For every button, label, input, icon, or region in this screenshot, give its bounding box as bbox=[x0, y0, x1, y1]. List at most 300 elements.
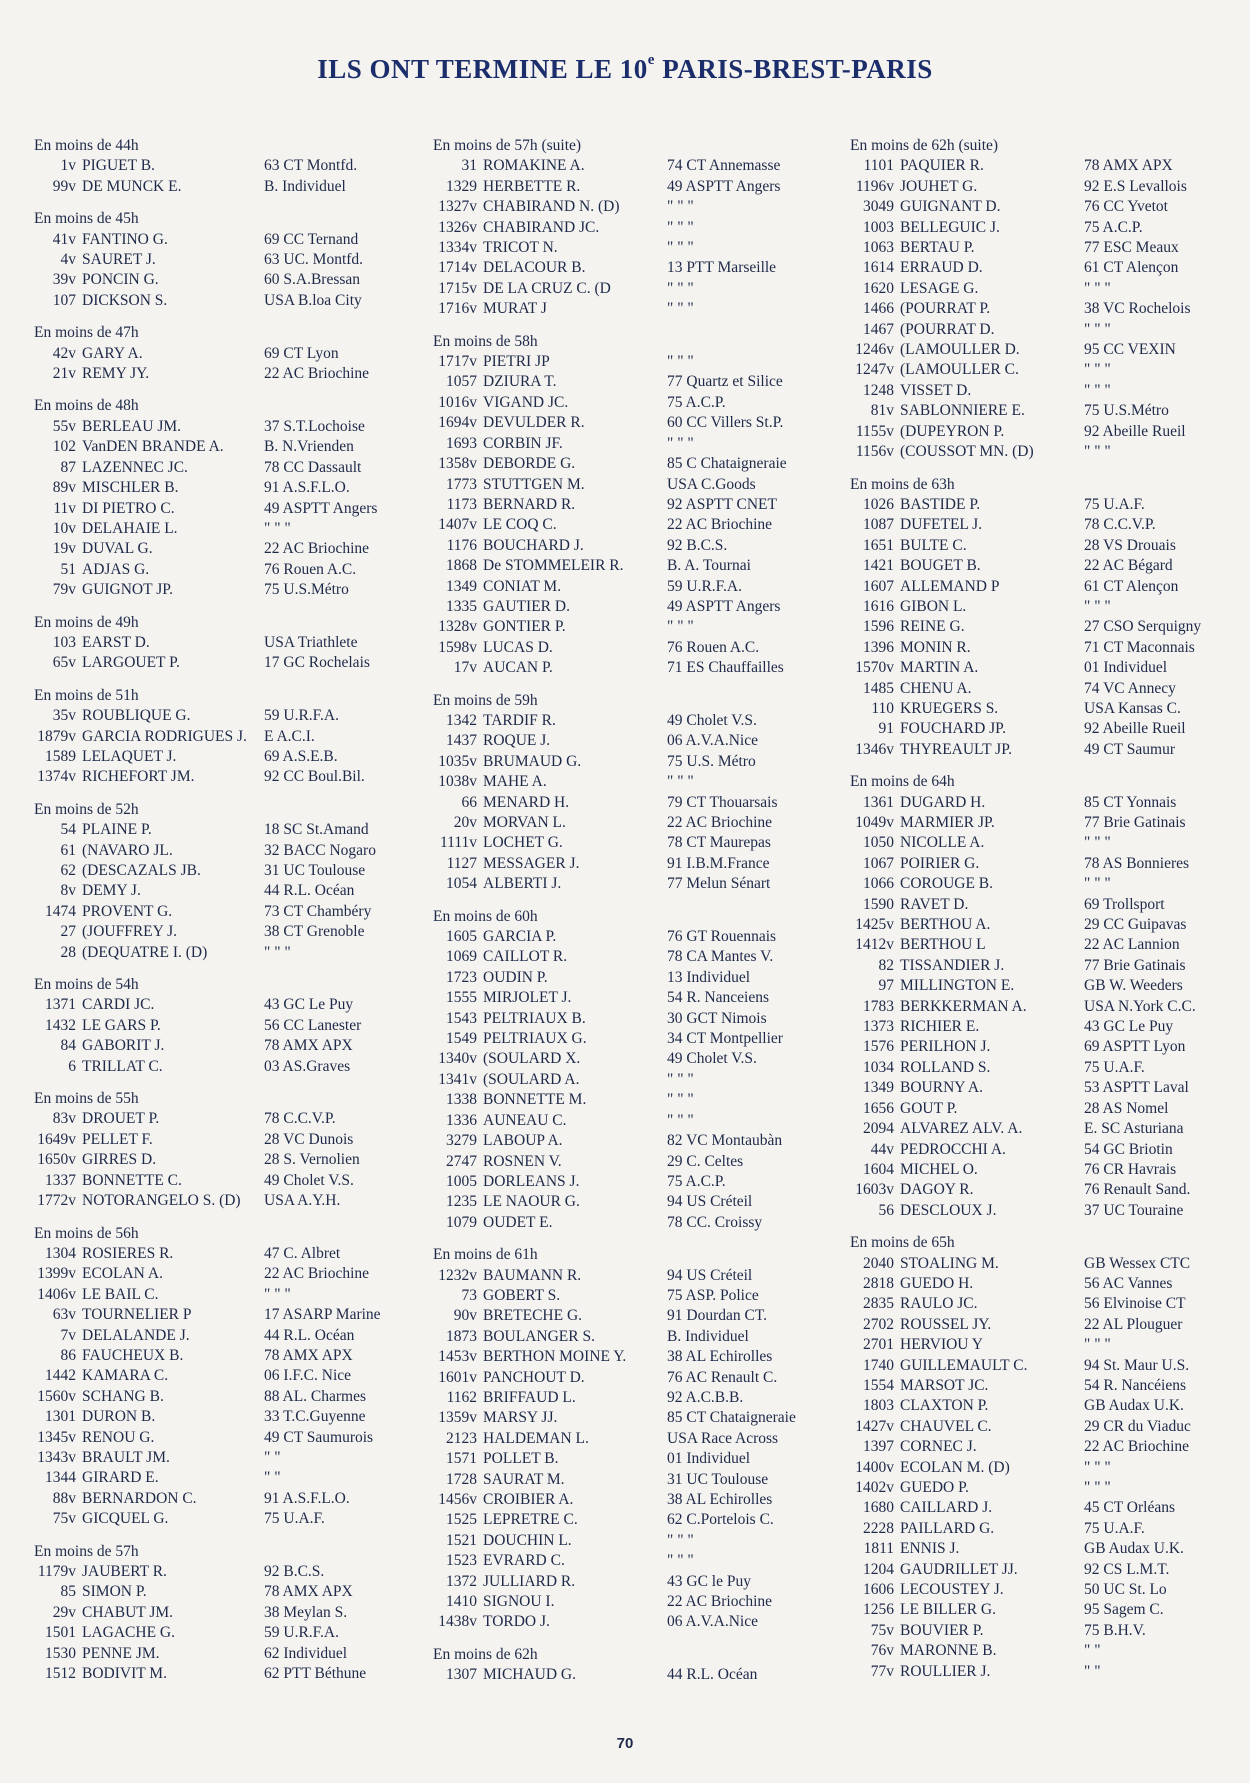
finisher-row bbox=[433, 1111, 848, 1131]
finisher-row bbox=[34, 1509, 424, 1529]
rider-name: BOULANGER S. bbox=[483, 1327, 595, 1345]
rider-number: 1063 bbox=[863, 239, 894, 257]
rider-name: ROSIERES R. bbox=[82, 1244, 174, 1262]
finisher-row bbox=[850, 218, 1245, 238]
rider-name: RAULO JC. bbox=[900, 1295, 978, 1313]
finisher-row bbox=[433, 947, 848, 967]
time-section bbox=[850, 475, 1245, 761]
rider-name: HERVIOU Y bbox=[900, 1336, 983, 1354]
finisher-row bbox=[433, 793, 848, 813]
rider-number: 1811 bbox=[863, 1540, 894, 1558]
rider-name: DUVAL G. bbox=[82, 540, 153, 558]
finisher-row bbox=[433, 1070, 848, 1090]
rider-name: KAMARA C. bbox=[82, 1367, 169, 1385]
rider-number: 1437 bbox=[446, 732, 477, 750]
rider-club: " " " bbox=[1084, 361, 1111, 379]
finisher-row bbox=[850, 401, 1245, 421]
rider-name: REMY JY. bbox=[82, 365, 150, 383]
rider-club: " " " bbox=[667, 1091, 694, 1109]
finisher-row bbox=[34, 1264, 424, 1284]
rider-name: BERKKERMAN A. bbox=[900, 997, 1027, 1015]
finisher-row bbox=[34, 1130, 424, 1150]
finisher-row bbox=[34, 1191, 424, 1211]
rider-name: LABOUP A. bbox=[483, 1132, 563, 1150]
rider-number: 107 bbox=[52, 291, 76, 309]
section-heading: En moins de 49h bbox=[34, 613, 139, 631]
rider-name: RENOU G. bbox=[82, 1428, 155, 1446]
rider-name: BERTAU P. bbox=[900, 239, 975, 257]
rider-name: BRETECHE G. bbox=[483, 1307, 583, 1325]
rider-club: " " " bbox=[667, 218, 694, 236]
rider-name: BAUMANN R. bbox=[483, 1266, 582, 1284]
finisher-row bbox=[34, 767, 424, 787]
rider-name: ALBERTI J. bbox=[483, 875, 562, 893]
rider-name: LESAGE G. bbox=[900, 279, 979, 297]
section-heading: En moins de 64h bbox=[850, 773, 955, 791]
rider-number: 81v bbox=[870, 402, 894, 420]
rider-number: 1407v bbox=[438, 516, 477, 534]
finisher-row bbox=[850, 156, 1245, 176]
finisher-row bbox=[34, 344, 424, 364]
rider-name: KRUEGERS S. bbox=[900, 699, 999, 717]
section-heading: En moins de 57h (suite) bbox=[433, 137, 582, 154]
rider-club: 69 Trollsport bbox=[1084, 895, 1165, 913]
rider-club: 75 U.A.F. bbox=[1084, 1058, 1145, 1076]
rider-number: 1399v bbox=[37, 1265, 76, 1283]
rider-club: 63 UC. Montfd. bbox=[264, 251, 364, 269]
rider-name: MESSAGER J. bbox=[483, 854, 580, 872]
rider-club: 75 A.C.P. bbox=[667, 1172, 726, 1190]
rider-number: 1336 bbox=[446, 1111, 477, 1129]
finisher-row bbox=[850, 1335, 1245, 1355]
rider-name: TORDO J. bbox=[483, 1613, 550, 1631]
rider-club: 27 CSO Serquigny bbox=[1084, 618, 1202, 636]
finisher-row bbox=[433, 617, 848, 637]
rider-number: 1247v bbox=[855, 361, 894, 379]
rider-club: 44 R.L. Océan bbox=[264, 882, 355, 900]
rider-number: 1349 bbox=[863, 1079, 894, 1097]
rider-number: 1453v bbox=[438, 1348, 477, 1366]
finisher-row bbox=[34, 230, 424, 250]
rider-club: 28 S. Vernolien bbox=[264, 1151, 360, 1169]
finisher-row bbox=[34, 580, 424, 600]
page-number: 70 bbox=[616, 1735, 634, 1752]
rider-name: HERBETTE R. bbox=[483, 177, 581, 195]
rider-club: 38 CT Grenoble bbox=[264, 923, 365, 941]
finisher-row bbox=[34, 1468, 424, 1488]
finisher-row bbox=[433, 1172, 848, 1192]
title-main: ILS ONT TERMINE LE 10 bbox=[317, 54, 648, 84]
rider-name: MARSY JJ. bbox=[483, 1409, 558, 1427]
rider-club: 54 R. Nancéiens bbox=[1084, 1376, 1187, 1394]
rider-name: SAURET J. bbox=[82, 251, 156, 269]
rider-club: USA Kansas C. bbox=[1084, 699, 1181, 717]
finisher-row bbox=[850, 833, 1245, 853]
finisher-row bbox=[34, 861, 424, 881]
finisher-row bbox=[850, 279, 1245, 299]
rider-name: EARST D. bbox=[82, 633, 150, 651]
rider-number: 1406v bbox=[37, 1285, 76, 1303]
rider-number: 1868 bbox=[446, 557, 477, 575]
rider-club: 31 UC Toulouse bbox=[264, 862, 366, 879]
rider-club: 28 AS Nomel bbox=[1084, 1099, 1169, 1117]
rider-name: GARCIA P. bbox=[483, 928, 557, 946]
rider-club: 45 CT Orléans bbox=[1084, 1499, 1175, 1517]
finisher-row bbox=[850, 617, 1245, 637]
rider-number: 1338 bbox=[446, 1091, 477, 1109]
rider-name: TARDIF R. bbox=[483, 711, 556, 729]
finisher-row bbox=[850, 1058, 1245, 1078]
rider-name: CHAUVEL C. bbox=[900, 1417, 992, 1435]
rider-club: 71 CT Maconnais bbox=[1084, 638, 1195, 656]
time-section bbox=[34, 1542, 424, 1685]
page-title bbox=[0, 54, 1250, 85]
rider-number: 1328v bbox=[438, 618, 477, 636]
rider-club: 28 VS Drouais bbox=[1084, 536, 1176, 554]
finisher-row bbox=[850, 1315, 1245, 1335]
rider-name: LE BAIL C. bbox=[82, 1285, 159, 1303]
rider-name: DELAHAIE L. bbox=[82, 519, 178, 537]
finisher-row bbox=[850, 299, 1245, 319]
rider-club: " " " bbox=[1084, 1336, 1111, 1354]
finisher-row bbox=[34, 364, 424, 384]
rider-name: (SOULARD A. bbox=[483, 1070, 580, 1088]
rider-number: 1714v bbox=[438, 259, 477, 277]
rider-name: ALLEMAND P bbox=[900, 577, 1000, 595]
rider-name: GOBERT S. bbox=[483, 1286, 561, 1304]
finisher-row bbox=[850, 658, 1245, 678]
rider-name: LAGACHE G. bbox=[82, 1624, 175, 1642]
rider-number: 1087 bbox=[863, 516, 894, 534]
rider-club: 29 CC Guipavas bbox=[1084, 916, 1187, 934]
rider-club: " " " bbox=[1084, 834, 1111, 852]
rider-number: 66 bbox=[461, 793, 477, 811]
rider-club: 13 PTT Marseille bbox=[667, 259, 777, 277]
rider-club: 78 AMX APX bbox=[264, 1037, 353, 1055]
rider-number: 1614 bbox=[863, 259, 894, 277]
section-heading: En moins de 48h bbox=[34, 397, 139, 415]
rider-club: " " " bbox=[1084, 381, 1111, 399]
time-section bbox=[34, 136, 424, 197]
rider-number: 1327v bbox=[438, 198, 477, 216]
rider-club: GB Wessex CTC bbox=[1084, 1254, 1191, 1272]
rider-name: GOUT P. bbox=[900, 1099, 958, 1117]
finisher-row bbox=[433, 434, 848, 454]
finisher-row bbox=[433, 475, 848, 495]
rider-club: 78 AS Bonnieres bbox=[1084, 854, 1190, 872]
rider-name: GAUTIER D. bbox=[483, 597, 570, 615]
rider-name: (COUSSOT MN. (D) bbox=[900, 443, 1034, 461]
rider-number: 1005 bbox=[446, 1172, 477, 1190]
section-heading: En moins de 62h (suite) bbox=[850, 137, 999, 154]
finisher-row bbox=[850, 699, 1245, 719]
rider-name: CHABIRAND N. (D) bbox=[483, 198, 620, 216]
rider-number: 1723 bbox=[446, 968, 477, 986]
rider-name: PROVENT G. bbox=[82, 902, 173, 920]
rider-club: " " " bbox=[667, 773, 694, 791]
rider-number: 1512 bbox=[45, 1665, 76, 1683]
rider-club: 95 CC VEXIN bbox=[1084, 341, 1176, 359]
rider-number: 1620 bbox=[863, 279, 894, 297]
finisher-row bbox=[433, 1213, 848, 1233]
rider-name: NOTORANGELO S. (D) bbox=[82, 1192, 241, 1210]
rider-club: " " bbox=[1084, 1662, 1101, 1680]
rider-club: B. A. Tournai bbox=[667, 557, 751, 575]
finisher-row bbox=[433, 238, 848, 258]
finisher-row bbox=[433, 1592, 848, 1612]
rider-number: 1016v bbox=[438, 393, 477, 411]
finisher-row bbox=[433, 372, 848, 392]
rider-number: 1873 bbox=[446, 1327, 477, 1345]
finisher-row bbox=[850, 1478, 1245, 1498]
rider-name: PEDROCCHI A. bbox=[900, 1140, 1006, 1158]
finisher-row bbox=[850, 1641, 1245, 1661]
rider-club: 50 UC St. Lo bbox=[1084, 1581, 1167, 1599]
rider-name: CONIAT M. bbox=[483, 577, 562, 595]
rider-number: 88v bbox=[52, 1489, 76, 1507]
rider-club: " " " bbox=[1084, 1479, 1111, 1496]
rider-club: " " " bbox=[264, 1285, 291, 1303]
rider-number: 31 bbox=[461, 157, 477, 175]
finisher-row bbox=[850, 813, 1245, 833]
rider-number: 2702 bbox=[863, 1315, 894, 1333]
rider-number: 1596 bbox=[863, 618, 894, 636]
rider-club: 03 AS.Graves bbox=[264, 1057, 351, 1075]
rider-club: 91 Dourdan CT. bbox=[667, 1307, 768, 1325]
rider-number: 1570v bbox=[855, 659, 894, 677]
rider-name: DURON B. bbox=[82, 1408, 156, 1426]
rider-club: 18 SC St.Amand bbox=[264, 821, 369, 839]
rider-name: LE BILLER G. bbox=[900, 1601, 996, 1619]
rider-name: THYREAULT JP. bbox=[900, 740, 1012, 758]
rider-club: " " " bbox=[1084, 279, 1111, 297]
rider-number: 1340v bbox=[438, 1050, 477, 1068]
rider-number: 1334v bbox=[438, 239, 477, 257]
rider-club: 92 Abeille Rueil bbox=[1084, 422, 1186, 440]
finisher-row bbox=[34, 291, 424, 311]
finisher-row bbox=[850, 1160, 1245, 1180]
rider-number: 1155v bbox=[855, 422, 894, 440]
rider-club: 38 VC Rochelois bbox=[1084, 300, 1191, 318]
rider-name: ECOLAN A. bbox=[82, 1265, 163, 1283]
rider-name: MARMIER JP. bbox=[900, 814, 995, 831]
finisher-row bbox=[433, 279, 848, 299]
rider-club: 22 AC Briochine bbox=[264, 365, 370, 383]
finisher-row bbox=[433, 1551, 848, 1571]
time-section bbox=[433, 136, 848, 320]
rider-number: 75v bbox=[52, 1510, 76, 1528]
finisher-row bbox=[433, 352, 848, 372]
finisher-row bbox=[850, 536, 1245, 556]
rider-club: 69 CC Ternand bbox=[264, 230, 359, 248]
finisher-row bbox=[433, 597, 848, 617]
rider-club: 94 St. Maur U.S. bbox=[1084, 1356, 1190, 1374]
finisher-row bbox=[34, 1036, 424, 1056]
rider-number: 1603v bbox=[855, 1181, 894, 1199]
rider-club: GB W. Weeders bbox=[1084, 977, 1183, 995]
rider-name: DE LA CRUZ C. (D bbox=[483, 279, 611, 297]
rider-number: 1337 bbox=[45, 1171, 76, 1189]
rider-name: DOUCHIN L. bbox=[483, 1531, 572, 1549]
finisher-row bbox=[34, 499, 424, 519]
rider-name: TISSANDIER J. bbox=[900, 956, 1005, 974]
rider-club: 38 AL Echirolles bbox=[667, 1348, 773, 1366]
rider-number: 1173 bbox=[446, 495, 477, 513]
section-heading: En moins de 44h bbox=[34, 137, 139, 154]
rider-number: 8v bbox=[60, 882, 76, 900]
finisher-row bbox=[433, 1470, 848, 1490]
finisher-row bbox=[850, 1560, 1245, 1580]
rider-club: " " bbox=[1084, 1642, 1101, 1660]
rider-club: 43 GC le Puy bbox=[667, 1572, 751, 1590]
rider-name: MARTIN A. bbox=[900, 659, 979, 677]
rider-club: 22 AC Briochine bbox=[264, 540, 370, 558]
finisher-row bbox=[850, 1417, 1245, 1437]
time-section bbox=[433, 1245, 848, 1633]
rider-club: 85 CT Yonnais bbox=[1084, 793, 1177, 811]
finisher-row bbox=[850, 1580, 1245, 1600]
rider-name: CAILLOT R. bbox=[483, 948, 568, 966]
rider-club: 92 B.C.S. bbox=[667, 536, 728, 554]
rider-number: 1740 bbox=[863, 1356, 894, 1374]
rider-number: 29v bbox=[52, 1603, 76, 1621]
rider-name: DUGARD H. bbox=[900, 793, 986, 811]
rider-name: GIBON L. bbox=[900, 597, 967, 615]
rider-number: 55v bbox=[52, 417, 76, 435]
rider-club: 75 U.A.F. bbox=[1084, 495, 1145, 513]
rider-name: (DESCAZALS JB. bbox=[82, 862, 201, 879]
finisher-row bbox=[433, 813, 848, 833]
finisher-row bbox=[433, 1049, 848, 1069]
rider-number: 1554 bbox=[863, 1376, 894, 1394]
rider-number: 1656 bbox=[863, 1099, 894, 1117]
finisher-row bbox=[433, 1572, 848, 1592]
rider-name: PELTRIAUX G. bbox=[483, 1030, 587, 1048]
rider-club: USA B.loa City bbox=[264, 291, 362, 309]
finisher-row bbox=[850, 577, 1245, 597]
rider-name: LELAQUET J. bbox=[82, 747, 177, 765]
rider-number: 1307 bbox=[446, 1666, 477, 1684]
finisher-row bbox=[850, 1140, 1245, 1160]
rider-number: 1345v bbox=[37, 1428, 76, 1446]
rider-name: BONNETTE M. bbox=[483, 1091, 587, 1109]
rider-number: 1772v bbox=[37, 1192, 76, 1210]
rider-club: 91 I.B.M.France bbox=[667, 854, 770, 872]
time-section bbox=[433, 907, 848, 1234]
finisher-row bbox=[850, 360, 1245, 380]
finisher-row bbox=[850, 320, 1245, 340]
rider-number: 1425v bbox=[855, 916, 894, 934]
rider-club: 62 PTT Béthune bbox=[264, 1665, 367, 1683]
rider-number: 1717v bbox=[438, 353, 477, 371]
rider-name: PLAINE P. bbox=[82, 821, 152, 839]
time-section bbox=[34, 1089, 424, 1211]
rider-number: 1049v bbox=[855, 814, 894, 831]
rider-club: 56 Elvinoise CT bbox=[1084, 1295, 1186, 1313]
rider-number: 2835 bbox=[863, 1295, 894, 1313]
rider-name: JAUBERT R. bbox=[82, 1563, 167, 1580]
rider-name: MENARD H. bbox=[483, 793, 570, 811]
rider-number: 1728 bbox=[446, 1470, 477, 1488]
rider-number: 1079 bbox=[446, 1213, 477, 1231]
rider-number: 1412v bbox=[855, 936, 894, 954]
rider-number: 102 bbox=[52, 438, 76, 456]
rider-name: VIGAND JC. bbox=[483, 393, 569, 411]
time-section bbox=[34, 396, 424, 600]
rider-number: 1432 bbox=[45, 1016, 76, 1034]
finisher-row bbox=[433, 454, 848, 474]
finisher-row bbox=[34, 1664, 424, 1684]
rider-club: 78 CC Dassault bbox=[264, 458, 362, 476]
rider-number: 44v bbox=[870, 1140, 894, 1158]
finisher-row bbox=[433, 299, 848, 319]
rider-name: BERTHOU L bbox=[900, 936, 986, 954]
finisher-row bbox=[34, 1448, 424, 1468]
rider-number: 2228 bbox=[863, 1519, 894, 1537]
rider-club: 62 C.Portelois C. bbox=[667, 1511, 774, 1529]
finisher-row bbox=[850, 340, 1245, 360]
rider-number: 1342 bbox=[446, 711, 477, 729]
finisher-row bbox=[850, 874, 1245, 894]
rider-club: 69 ASPTT Lyon bbox=[1084, 1038, 1186, 1056]
finisher-row bbox=[433, 658, 848, 678]
finisher-row bbox=[850, 1099, 1245, 1119]
rider-name: ROULLIER J. bbox=[900, 1662, 991, 1680]
rider-club: 78 C.C.V.P. bbox=[1084, 516, 1156, 534]
section-heading: En moins de 47h bbox=[34, 324, 139, 342]
rider-number: 87 bbox=[60, 458, 76, 476]
finisher-row bbox=[433, 556, 848, 576]
rider-club: " " " bbox=[667, 434, 694, 452]
rider-club: 75 U.S. Métro bbox=[667, 752, 756, 770]
rider-name: PONCIN G. bbox=[82, 271, 159, 289]
finisher-row bbox=[433, 1612, 848, 1632]
time-section bbox=[433, 1645, 848, 1686]
rider-name: GAUDRILLET JJ. bbox=[900, 1560, 1018, 1578]
rider-number: 1373 bbox=[863, 1018, 894, 1036]
rider-name: BERNARD R. bbox=[483, 495, 576, 513]
rider-club: 59 U.R.F.A. bbox=[264, 707, 339, 725]
finisher-row bbox=[34, 560, 424, 580]
rider-name: VanDEN BRANDE A. bbox=[82, 438, 224, 456]
rider-club: 92 Abeille Rueil bbox=[1084, 720, 1186, 738]
finisher-row bbox=[850, 976, 1245, 996]
rider-club: 78 CA Mantes V. bbox=[667, 948, 774, 966]
rider-number: 1649v bbox=[37, 1130, 76, 1148]
rider-number: 83v bbox=[52, 1110, 76, 1128]
rider-name: MARONNE B. bbox=[900, 1642, 997, 1660]
rider-club: 60 CC Villers St.P. bbox=[667, 414, 784, 432]
rider-number: 1396 bbox=[863, 638, 894, 656]
rider-number: 1530 bbox=[45, 1644, 76, 1662]
rider-number: 1179v bbox=[37, 1563, 76, 1580]
rider-number: 1372 bbox=[446, 1572, 477, 1590]
rider-number: 62 bbox=[60, 862, 76, 879]
rider-name: SIGNOU I. bbox=[483, 1593, 555, 1611]
rider-club: 01 Individuel bbox=[667, 1450, 751, 1468]
results-column-1 bbox=[34, 136, 424, 1696]
finisher-row bbox=[34, 458, 424, 478]
rider-number: 1456v bbox=[438, 1491, 477, 1508]
finisher-row bbox=[433, 1192, 848, 1212]
section-heading: En moins de 63h bbox=[850, 475, 955, 493]
rider-club: 37 S.T.Lochoise bbox=[264, 417, 365, 435]
time-section bbox=[34, 1224, 424, 1530]
finisher-row bbox=[34, 747, 424, 767]
rider-number: 6 bbox=[68, 1057, 76, 1075]
rider-club: 77 ESC Meaux bbox=[1084, 239, 1179, 257]
rider-name: GIRRES D. bbox=[82, 1151, 157, 1169]
